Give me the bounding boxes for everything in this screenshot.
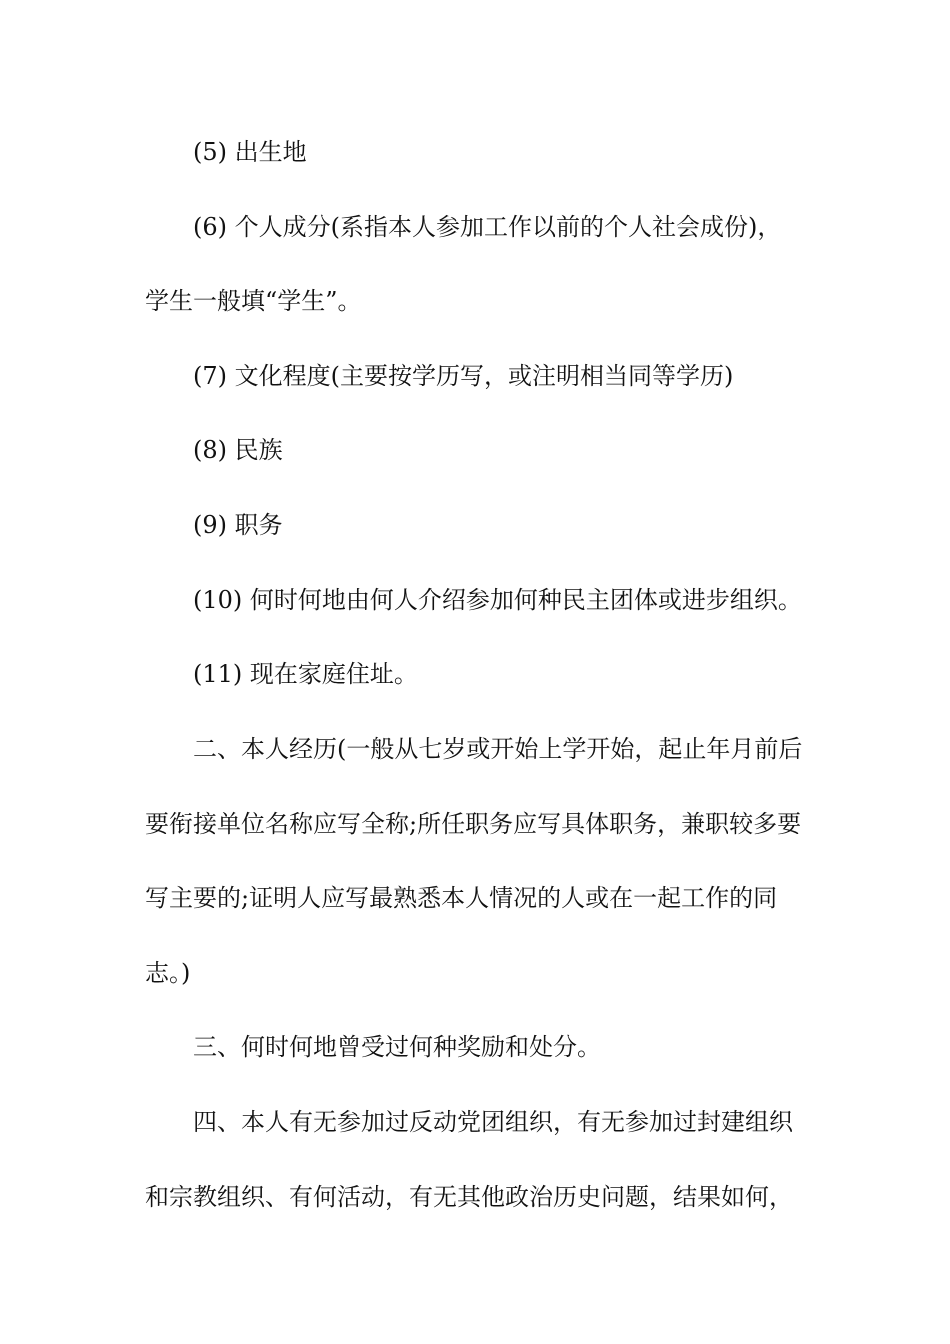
item-5-birthplace: (5) 出生地 [193,138,307,166]
section-2-heading: 二、本人经历(一般从七岁或开始上学开始，起止年月前后 [193,735,803,763]
section-2-line-3: 写主要的;证明人应写最熟悉本人情况的人或在一起工作的同 [145,884,778,912]
section-4-line-2: 和宗教组织、有何活动，有无其他政治历史问题，结果如何， [145,1183,793,1211]
section-3-heading: 三、何时何地曾受过何种奖励和处分。 [193,1033,601,1061]
item-11-address: (11) 现在家庭住址。 [193,660,418,688]
item-6-continuation: 学生一般填“学生”。 [145,287,362,315]
section-4-heading: 四、本人有无参加过反动党团组织，有无参加过封建组织 [193,1108,793,1136]
item-6-personal-status: (6) 个人成分(系指本人参加工作以前的个人社会成份)， [193,213,782,241]
item-8-ethnicity: (8) 民族 [193,436,283,464]
section-2-line-4: 志。) [145,959,191,987]
item-10-organization: (10) 何时何地由何人介绍参加何种民主团体或进步组织。 [193,586,802,614]
item-7-education: (7) 文化程度(主要按学历写，或注明相当同等学历) [193,362,734,390]
item-9-position: (9) 职务 [193,511,283,539]
section-2-line-2: 要衔接单位名称应写全称;所任职务应写具体职务，兼职较多要 [145,810,802,838]
